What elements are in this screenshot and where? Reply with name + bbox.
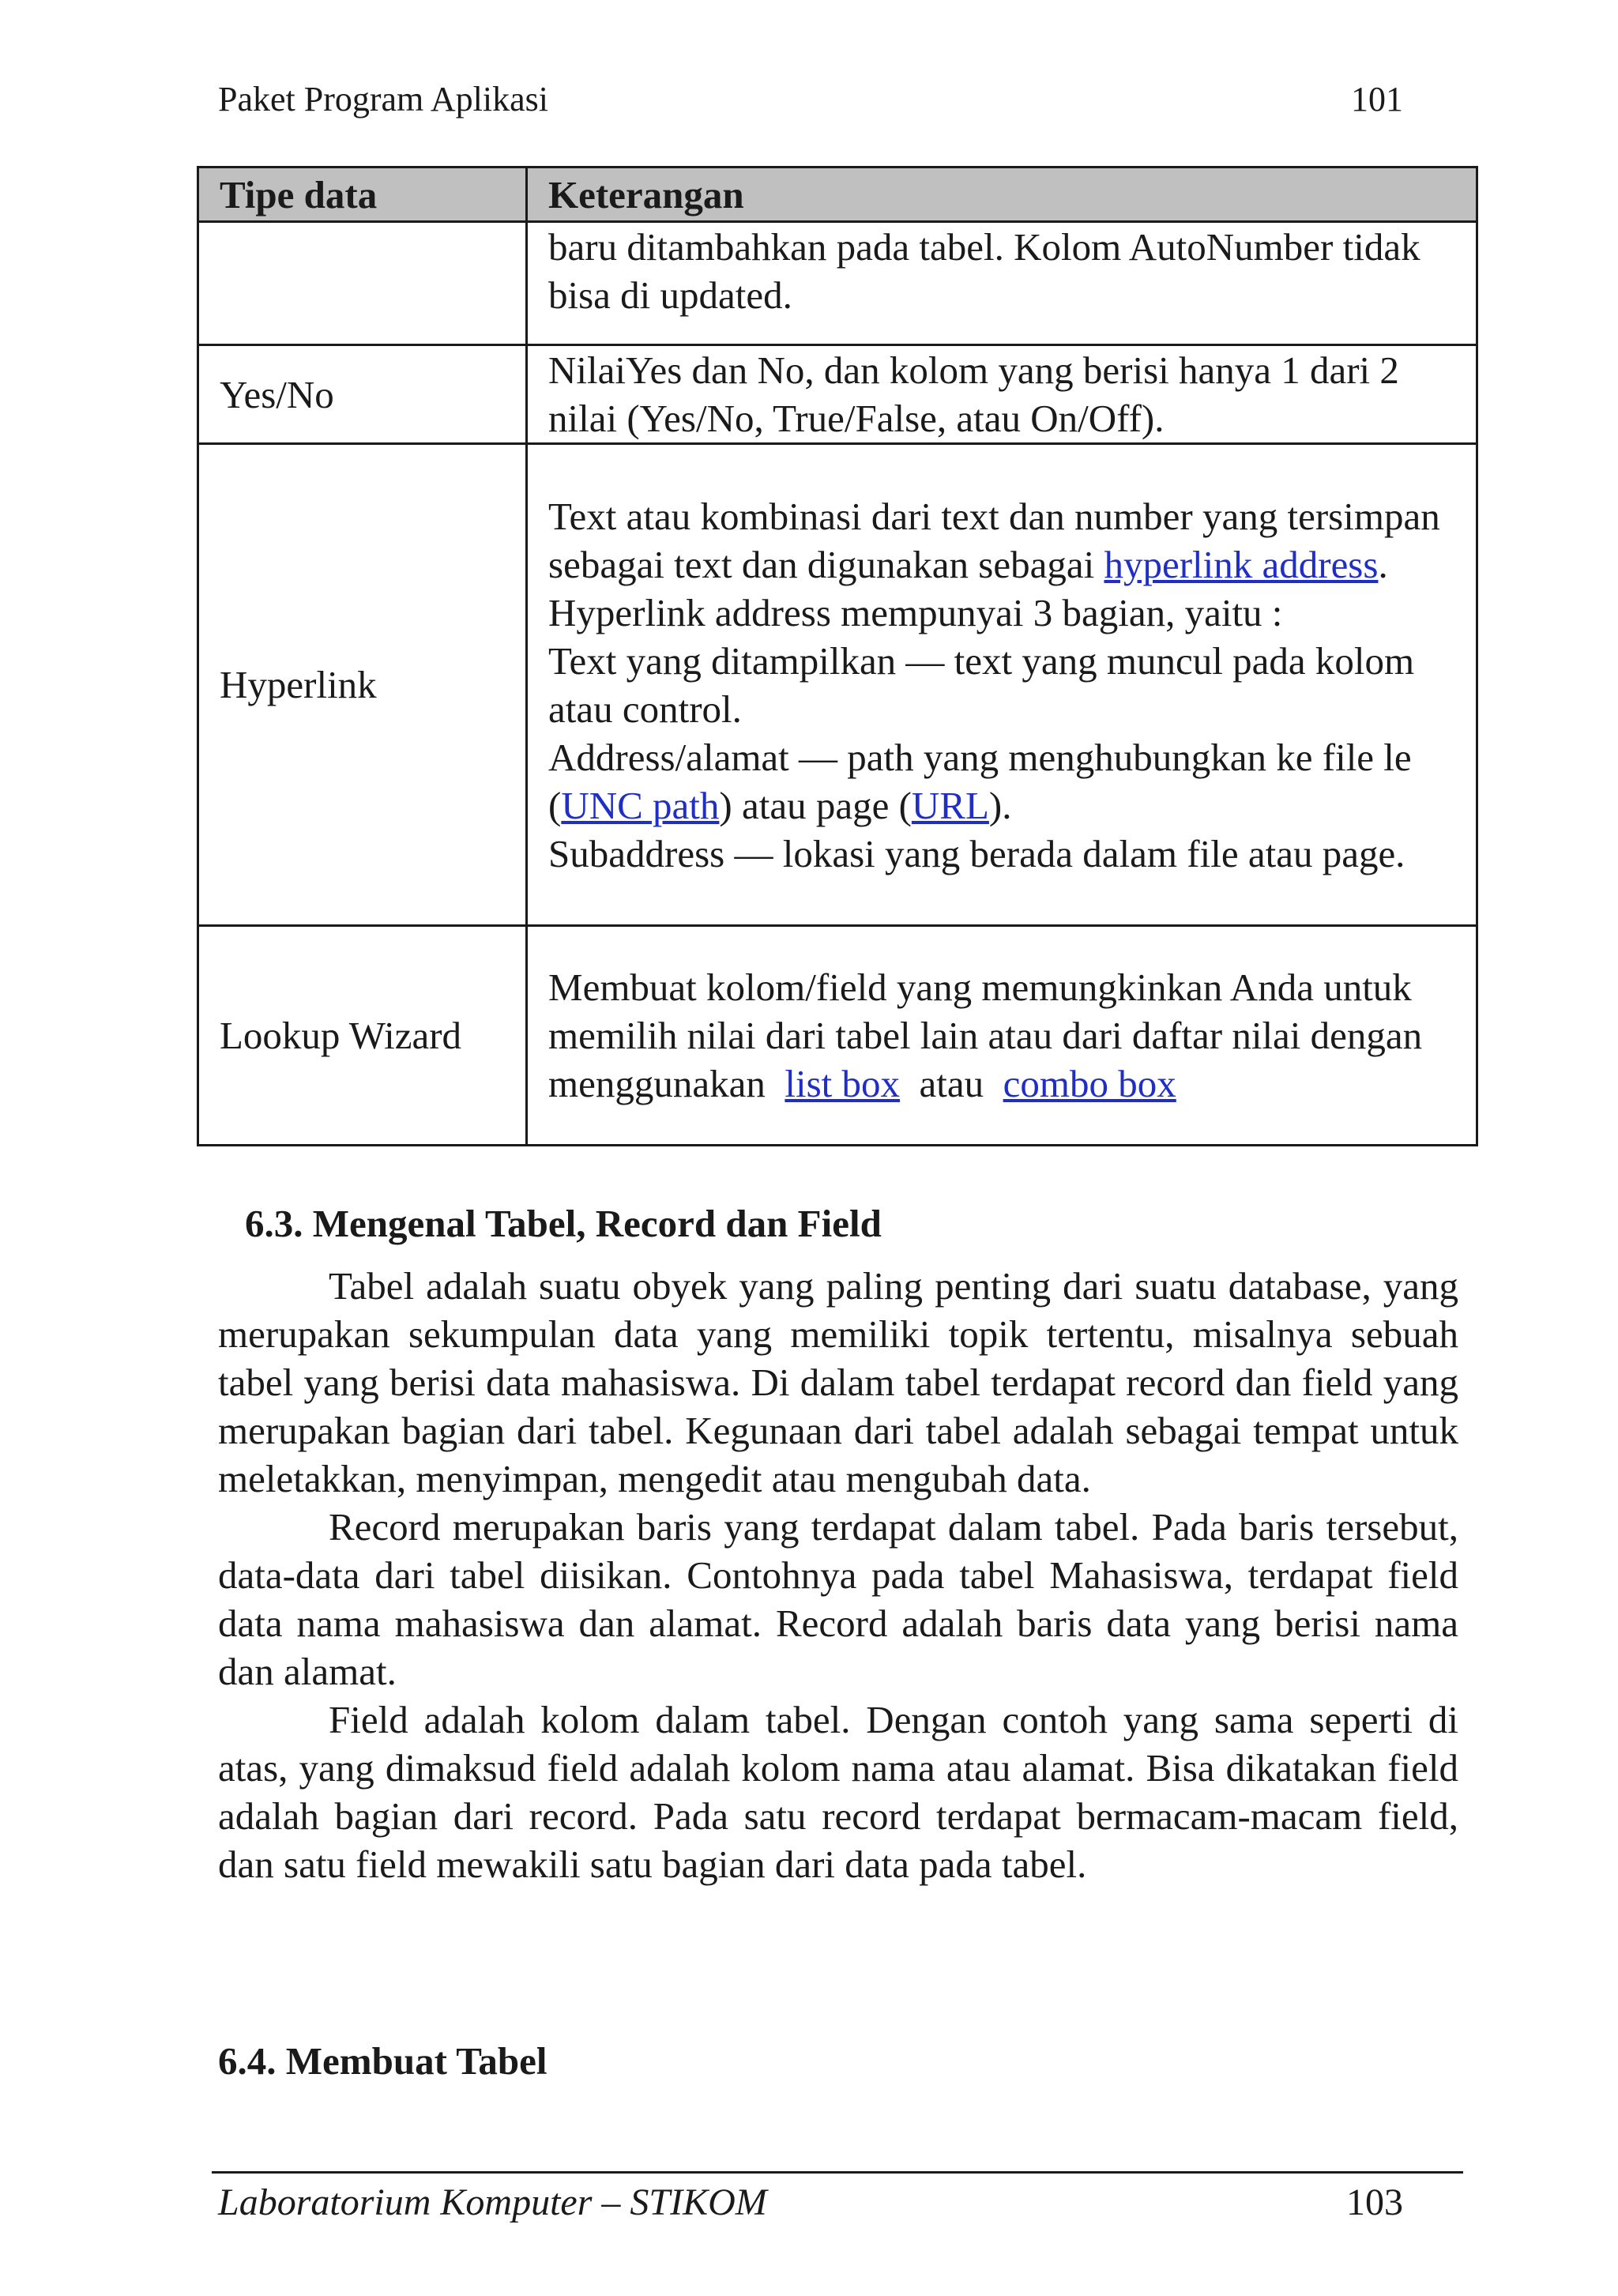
header-page-number: 101 [1351, 80, 1403, 119]
body-paragraph: Tabel adalah suatu obyek yang paling penting dari suatu database, yang merupakan sekumpulan data yang memiliki topik tertentu, misalnya sebuah tabel yang berisi data mahasiswa. Di dalam tabel terdapat record dan field yang merupakan bagian dari tabel. Kegunaan dari tabel adalah sebagai tempat untuk meletakkan, menyimpan, mengedit atau mengubah data. [218, 1264, 1458, 1500]
desc-paragraph [548, 963, 1455, 1108]
type-cell: Lookup Wizard [198, 926, 527, 1146]
col-header-type: Tipe data [198, 167, 527, 222]
type-cell: Hyperlink [198, 444, 527, 926]
desc-paragraph: Text yang ditampilkan — text yang muncul pada kolom atau control. [548, 638, 1415, 731]
desc-text: NilaiYes dan No, dan kolom yang berisi hanya 1 dari 2 nilai (Yes/No, True/False, atau On/Off). [548, 348, 1399, 440]
table-row [198, 345, 1477, 444]
body-paragraph: Field adalah kolom dalam tabel. Dengan contoh yang sama seperti di atas, yang dimaksud field adalah kolom nama atau alamat. Bisa dikatakan field adalah bagian dari record. Pada satu record terdapat bermacam-macam field, dan satu field mewakili satu bagian dari data pada tabel. [218, 1698, 1458, 1886]
footer-page-number: 103 [1346, 2181, 1403, 2223]
type-cell [198, 222, 527, 345]
footer-label: Laboratorium Komputer – STIKOM [218, 2181, 767, 2223]
section-6-3-body [218, 1262, 1458, 1888]
hyperlink-address-link[interactable]: hyperlink address [1104, 542, 1379, 586]
combo-box-link[interactable]: combo box [1003, 1062, 1176, 1105]
desc-paragraph [548, 492, 1455, 637]
unc-path-link[interactable]: UNC path [561, 783, 720, 827]
section-heading-6-3: 6.3. Mengenal Tabel, Record dan Field [245, 1202, 882, 1245]
type-cell: Yes/No [198, 345, 527, 444]
desc-text: . Hyperlink address mempunyai 3 bagian, yaitu : [548, 542, 1388, 634]
table-header-row [198, 167, 1477, 222]
desc-text: ) atau page ( [719, 783, 912, 827]
table-row [198, 222, 1477, 345]
url-link[interactable]: URL [911, 783, 989, 827]
desc-text: baru ditambahkan pada tabel. Kolom AutoNumber tidak bisa di updated. [548, 225, 1420, 317]
footer-divider [212, 2171, 1463, 2174]
desc-text: ). [988, 783, 1012, 827]
body-paragraph: Record merupakan baris yang terdapat dalam tabel. Pada baris tersebut, data-data dari tabel diisikan. Contohnya pada tabel Mahasiswa, terdapat field data nama mahasiswa dan alamat. Record adalah baris data yang berisi nama dan alamat. [218, 1505, 1458, 1693]
header-title: Paket Program Aplikasi [218, 80, 548, 119]
desc-cell [527, 926, 1477, 1146]
data-type-table [197, 166, 1478, 1146]
col-header-desc: Keterangan [527, 167, 1477, 222]
desc-cell [527, 222, 1477, 345]
desc-text: Text atau kombinasi dari text dan number yang tersimpan sebagai text dan digunakan sebagai [548, 494, 1440, 586]
desc-paragraph [548, 733, 1455, 830]
desc-text: Membuat kolom/field yang memungkinkan Anda untuk memilih nilai dari tabel lain atau dari daftar nilai dengan menggunakan [548, 965, 1432, 1105]
desc-text: Address/alamat — path yang menghubungkan ke file le ( [548, 735, 1412, 827]
desc-cell [527, 345, 1477, 444]
desc-text: atau [900, 1062, 1003, 1105]
list-box-link[interactable]: list box [785, 1062, 901, 1105]
section-heading-6-4: 6.4. Membuat Tabel [218, 2039, 547, 2083]
page-header [218, 79, 1403, 126]
desc-paragraph: Subaddress — lokasi yang berada dalam file atau page. [548, 831, 1405, 875]
desc-cell [527, 444, 1477, 926]
table-row [198, 444, 1477, 926]
table-row [198, 926, 1477, 1146]
